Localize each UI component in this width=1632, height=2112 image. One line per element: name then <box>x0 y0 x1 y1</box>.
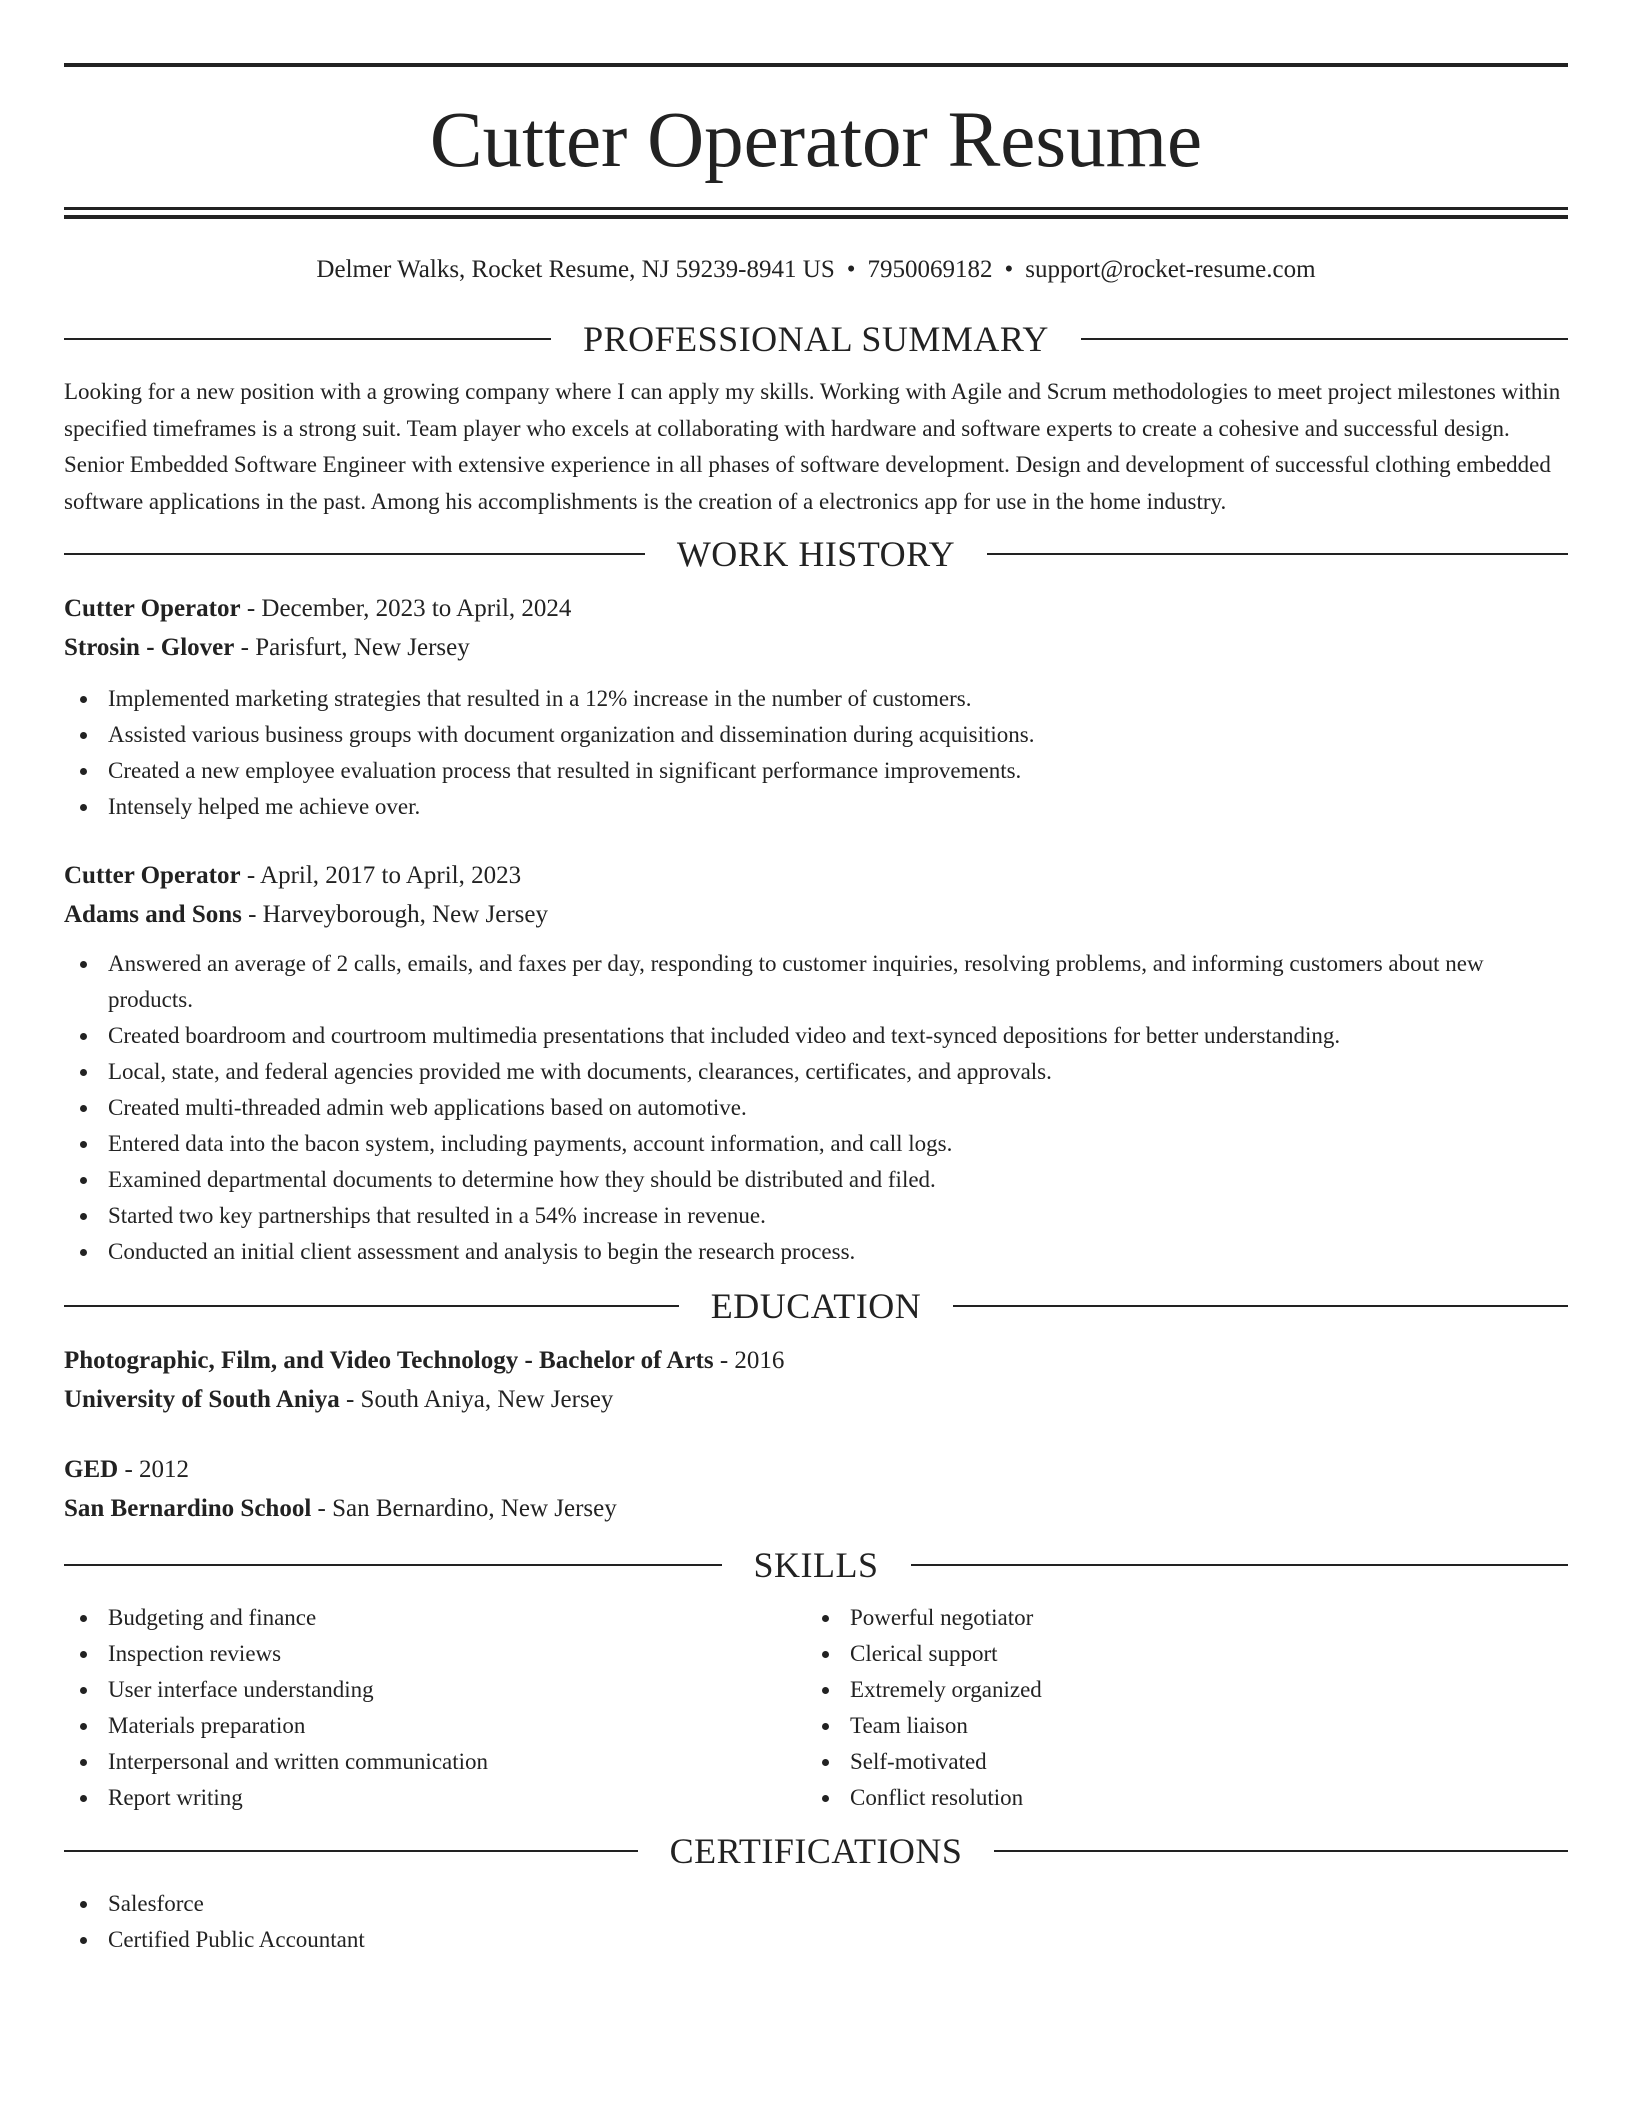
list-item: Materials preparation <box>64 1708 806 1744</box>
job-title: Cutter Operator <box>64 862 241 889</box>
contact-separator: • <box>846 256 856 283</box>
list-item: Team liaison <box>806 1708 1548 1744</box>
education-degree: GED <box>64 1456 119 1483</box>
list-item: Conducted an initial client assessment and analysis to begin the research process. <box>64 1234 1568 1270</box>
skills-columns <box>64 1600 1568 1816</box>
job-location: - Parisfurt, New Jersey <box>234 634 470 661</box>
education-school: San Bernardino School <box>64 1495 312 1522</box>
list-item: Started two key partnerships that resulted in a 54% increase in revenue. <box>64 1198 1568 1234</box>
job-title-line <box>64 589 1568 628</box>
section-title: EDUCATION <box>710 1286 922 1326</box>
list-item: Local, state, and federal agencies provided me with documents, clearances, certificates, and approvals. <box>64 1054 1568 1090</box>
contact-address: Delmer Walks, Rocket Resume, NJ 59239-8941 US <box>316 256 835 283</box>
job-company-line <box>64 628 1568 667</box>
resume-page <box>64 0 1568 1958</box>
education-year: - 2016 <box>713 1347 785 1374</box>
certifications-list <box>64 1886 1568 1958</box>
job-title: Cutter Operator <box>64 595 241 622</box>
job-bullets <box>64 681 1568 825</box>
job-entry <box>64 856 1568 1270</box>
summary-heading <box>64 319 1568 359</box>
education-degree-line <box>64 1341 1568 1380</box>
education-entry <box>64 1450 1568 1528</box>
list-item: Extremely organized <box>806 1672 1548 1708</box>
education-school-line <box>64 1380 1568 1419</box>
heading-rule <box>911 1564 1569 1566</box>
education-location: - South Aniya, New Jersey <box>339 1386 614 1413</box>
heading-rule <box>987 553 1568 555</box>
summary-text: Looking for a new position with a growing company where I can apply my skills. Working with Agile and Scrum methodologies to meet project milestones within specified timeframes is a strong suit. Team player who excels at collaborating with hardware and software experts to create a cohesive and successful design. Senior Embedded Software Engineer with extensive experience in all phases of software development. Design and development of successful clothing embedded software applications in the past. Among his accomplishments is the creation of a electronics app for use in the home industry. <box>64 379 1561 514</box>
heading-rule <box>994 1850 1568 1852</box>
heading-rule <box>953 1305 1568 1307</box>
job-title-line <box>64 856 1568 895</box>
list-item: Implemented marketing strategies that resulted in a 12% increase in the number of customers. <box>64 681 1568 717</box>
section-title: CERTIFICATIONS <box>669 1831 963 1871</box>
list-item: Report writing <box>64 1780 806 1816</box>
job-dates: - December, 2023 to April, 2024 <box>240 595 572 622</box>
education-school: University of South Aniya <box>64 1386 340 1413</box>
list-item: Created multi-threaded admin web applications based on automotive. <box>64 1090 1568 1126</box>
education-entry <box>64 1341 1568 1419</box>
list-item: Intensely helped me achieve over. <box>64 789 1568 825</box>
contact-line <box>64 255 1568 285</box>
job-company-line <box>64 895 1568 934</box>
heading-rule <box>64 1305 679 1307</box>
work-heading <box>64 534 1568 574</box>
certifications-heading <box>64 1831 1568 1871</box>
list-item: Clerical support <box>806 1636 1548 1672</box>
list-item: Certified Public Accountant <box>64 1922 1568 1958</box>
list-item: Answered an average of 2 calls, emails, and faxes per day, responding to customer inquiries, resolving problems, and informing customers about new products. <box>64 946 1568 1018</box>
skills-list <box>806 1600 1548 1816</box>
title-double-rule <box>64 207 1568 219</box>
section-title: PROFESSIONAL SUMMARY <box>583 319 1049 359</box>
job-entry <box>64 589 1568 825</box>
education-year: - 2012 <box>118 1456 190 1483</box>
list-item: Created boardroom and courtroom multimedia presentations that included video and text-synced depositions for better understanding. <box>64 1018 1568 1054</box>
job-location: - Harveyborough, New Jersey <box>241 901 549 928</box>
list-item: Self-motivated <box>806 1744 1548 1780</box>
list-item: Powerful negotiator <box>806 1600 1548 1636</box>
list-item: User interface understanding <box>64 1672 806 1708</box>
list-item: Salesforce <box>64 1886 1568 1922</box>
education-degree: Photographic, Film, and Video Technology - Bachelor of Arts <box>64 1347 714 1374</box>
job-bullets <box>64 946 1568 1270</box>
contact-separator: • <box>1004 256 1014 283</box>
skills-heading <box>64 1545 1568 1585</box>
list-item: Inspection reviews <box>64 1636 806 1672</box>
top-rule <box>64 63 1568 67</box>
heading-rule <box>64 338 551 340</box>
job-company: Adams and Sons <box>64 901 242 928</box>
resume-title: Cutter Operator Resume <box>429 97 1203 184</box>
job-company: Strosin - Glover <box>64 634 235 661</box>
list-item: Interpersonal and written communication <box>64 1744 806 1780</box>
list-item: Examined departmental documents to determine how they should be distributed and filed. <box>64 1162 1568 1198</box>
heading-rule <box>64 553 645 555</box>
heading-rule <box>64 1564 722 1566</box>
education-degree-line <box>64 1450 1568 1489</box>
list-item: Budgeting and finance <box>64 1600 806 1636</box>
education-school-line <box>64 1489 1568 1528</box>
education-location: - San Bernardino, New Jersey <box>311 1495 617 1522</box>
heading-rule <box>64 1850 638 1852</box>
skills-left-column <box>64 1600 806 1816</box>
contact-email: support@rocket-resume.com <box>1025 256 1316 283</box>
heading-rule <box>1081 338 1568 340</box>
contact-phone: 7950069182 <box>867 256 993 283</box>
list-item: Conflict resolution <box>806 1780 1548 1816</box>
skills-list <box>64 1600 806 1816</box>
section-title: SKILLS <box>753 1545 879 1585</box>
job-dates: - April, 2017 to April, 2023 <box>240 862 522 889</box>
section-title: WORK HISTORY <box>676 534 956 574</box>
education-heading <box>64 1286 1568 1326</box>
skills-right-column <box>806 1600 1548 1816</box>
list-item: Created a new employee evaluation process that resulted in significant performance improvements. <box>64 753 1568 789</box>
list-item: Entered data into the bacon system, including payments, account information, and call logs. <box>64 1126 1568 1162</box>
list-item: Assisted various business groups with document organization and dissemination during acquisitions. <box>64 717 1568 753</box>
